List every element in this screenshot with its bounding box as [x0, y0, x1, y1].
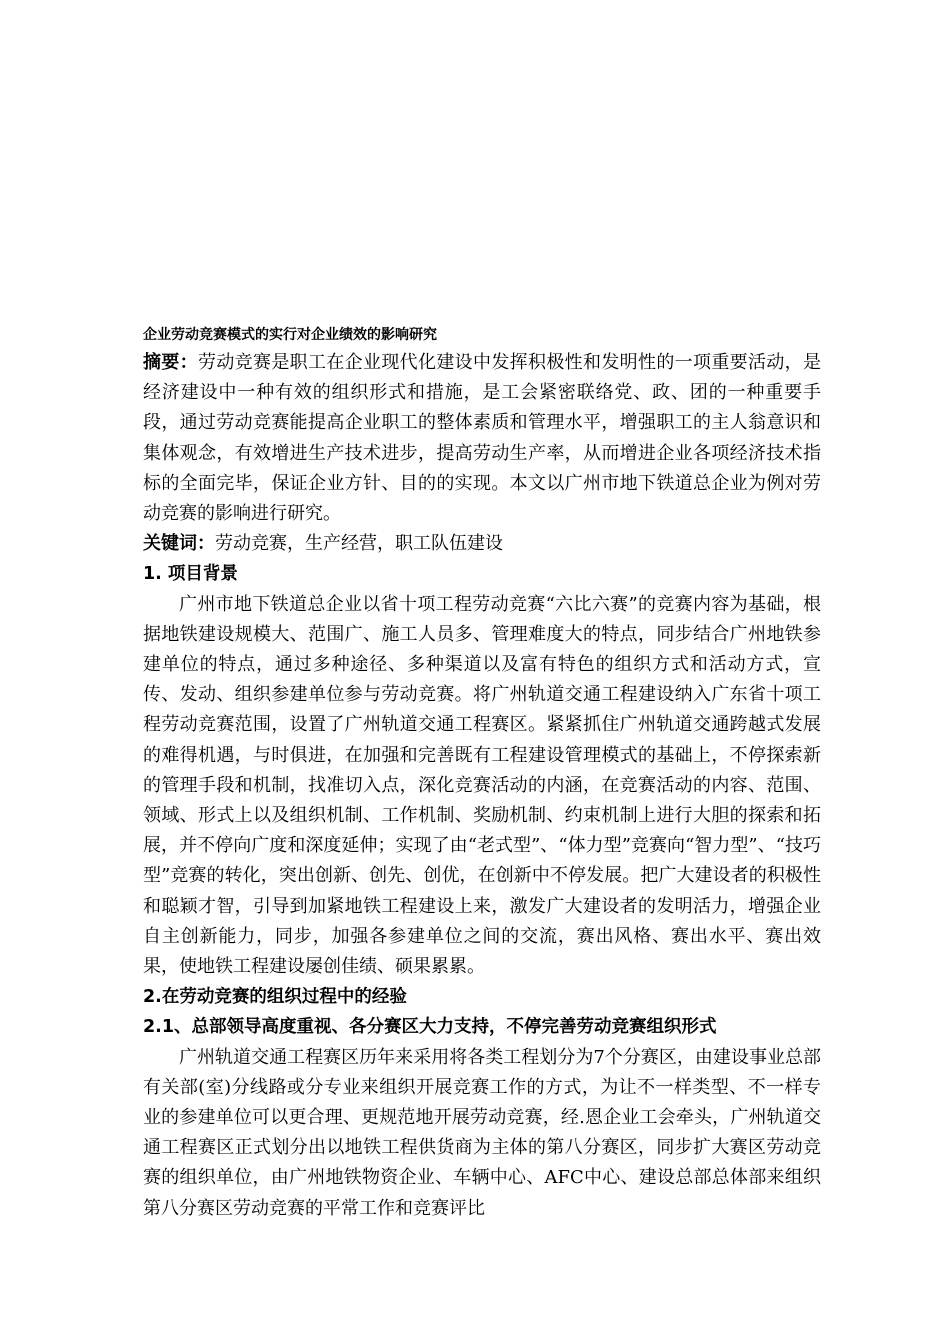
keywords-label: 关键词： [143, 533, 215, 555]
keywords-paragraph [143, 529, 821, 559]
abstract-label: 摘要： [143, 352, 198, 373]
abstract-paragraph [143, 348, 821, 529]
section-2-1-body: 广州轨道交通工程赛区历年来采用将各类工程划分为7个分赛区，由建设事业总部有关部(室)分线路或分专业来组织开展竞赛工作的方式，为让不一样类型、不一样专业的参建单位可以更合理、更规范地开展劳动竞赛，经.恩企业工会牵头，广州轨道交通工程赛区正式划分出以地铁工程供货商为主体的第八分赛区，同步扩大赛区劳动竞赛的组织单位，由广州地铁物资企业、车辆中心、AFC中心、建设总部总体部来组织第八分赛区劳动竞赛的平常工作和竞赛评比 [143, 1046, 821, 1219]
section-1-body: 广州市地下铁道总企业以省十项工程劳动竞赛“六比六赛”的竞赛内容为基础，根据地铁建设规模大、范围广、施工人员多、管理难度大的特点，同步结合广州地铁参建单位的特点，通过多种途径、多种渠道以及富有特色的组织方式和活动方式，宣传、发动、组织参建单位参与劳动竞赛。将广州轨道交通工程建设纳入广东省十项工程劳动竞赛范围，设置了广州轨道交通工程赛区。紧紧抓住广州轨道交通跨越式发展的难得机遇，与时俱进，在加强和完善既有工程建设管理模式的基础上，不停探索新的管理手段和机制，找准切入点，深化竞赛活动的内涵，在竞赛活动的内容、范围、领域、形式上以及组织机制、工作机制、奖励机制、约束机制上进行大胆的探索和拓展，并不停向广度和深度延伸；实现了由“老式型”、“体力型”竞赛向“智力型”、“技巧型”竞赛的转化，突出创新、创先、创优，在创新中不停发展。把广大建设者的积极性和聪颖才智，引导到加紧地铁工程建设上来，激发广大建设者的发明活力，增强企业自主创新能力，同步，加强各参建单位之间的交流，赛出风格、赛出水平、赛出效果，使地铁工程建设屡创佳绩、硕果累累。 [143, 593, 821, 978]
keywords-text: 劳动竞赛，生产经营，职工队伍建设 [215, 533, 503, 555]
section-2-1-heading: 2.1、总部领导高度重视、各分赛区大力支持，不停完善劳动竞赛组织形式 [143, 1017, 717, 1038]
abstract-text: 劳动竞赛是职工在企业现代化建设中发挥积极性和发明性的一项重要活动，是经济建设中一种有效的组织形式和措施，是工会紧密联络党、政、团的一种重要手段，通过劳动竞赛能提高企业职工的整体素质和管理水平，增强职工的主人翁意识和集体观念，有效增进生产技术进步，提高劳动生产率，从而增进企业各项经济技术指标的全面完毕，保证企业方针、目的的实现。本文以广州市地下铁道总企业为例对劳动竞赛的影响进行研究。 [143, 352, 821, 525]
document-page [143, 322, 821, 1224]
document-title: 企业劳动竞赛模式的实行对企业绩效的影响研究 [143, 327, 437, 343]
section-2-heading: 2.在劳动竞赛的组织过程中的经验 [143, 987, 407, 1008]
section-1-heading: 1. 项目背景 [143, 564, 238, 585]
